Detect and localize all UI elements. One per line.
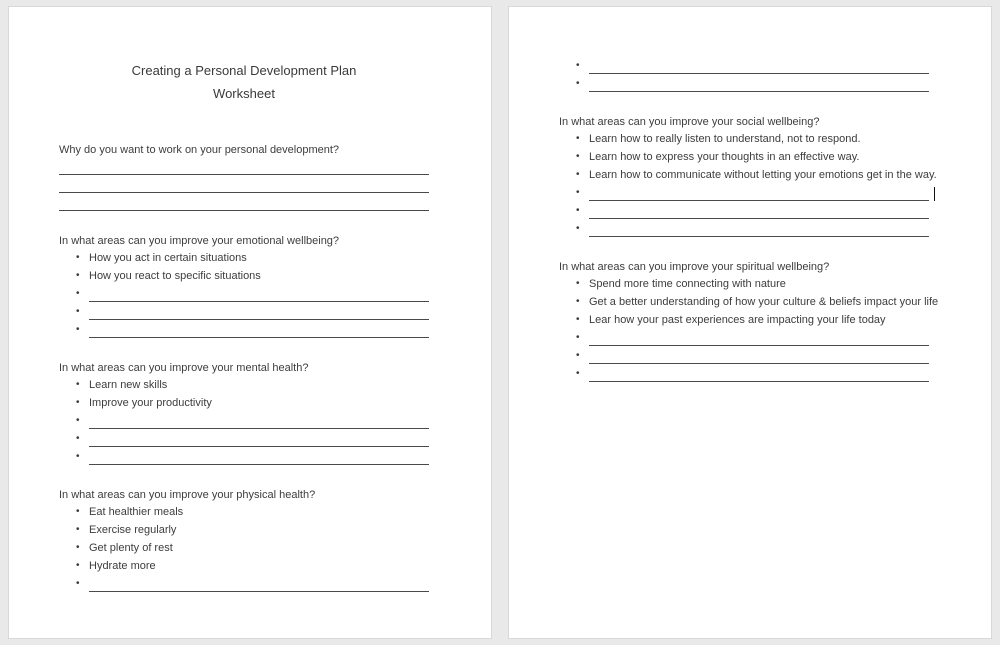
answer-line[interactable] xyxy=(59,194,429,212)
answer-rule xyxy=(59,174,429,175)
bullet-icon: • xyxy=(576,368,580,379)
bullet-item-text: Exercise regularly xyxy=(89,524,177,536)
bullet-blank-line[interactable] xyxy=(559,220,929,238)
page-1-content xyxy=(9,7,491,593)
bullet-item xyxy=(559,130,929,148)
answer-line[interactable] xyxy=(59,176,429,194)
bullet-item-text: How you react to specific situations xyxy=(89,270,261,282)
question-text: In what areas can you improve your emotional wellbeing? xyxy=(59,235,340,247)
bullet-item xyxy=(59,503,429,521)
question-text: In what areas can you improve your mental health? xyxy=(59,362,309,374)
answer-blank-rule xyxy=(589,73,929,74)
bullet-item-text: Lear how your past experiences are impacting your life today xyxy=(589,314,886,326)
bullet-icon: • xyxy=(76,578,80,589)
bullet-blank-line[interactable] xyxy=(59,448,429,466)
answer-blank-rule xyxy=(589,363,929,364)
bullet-item-text: Learn how to communicate without letting your emotions get in the way. xyxy=(589,169,937,181)
bullet-icon: • xyxy=(576,205,580,216)
bullet-icon: • xyxy=(576,133,580,144)
answer-blank-rule xyxy=(589,91,929,92)
bullet-blank-line[interactable] xyxy=(559,365,929,383)
document-title-line: Creating a Personal Development Plan xyxy=(131,63,357,78)
bullet-blank-line[interactable] xyxy=(559,202,929,220)
question-text: In what areas can you improve your spiritual wellbeing? xyxy=(559,261,830,273)
bullet-item xyxy=(559,148,929,166)
question-text: In what areas can you improve your physical health? xyxy=(59,489,316,501)
bullet-icon: • xyxy=(576,151,580,162)
bullet-item xyxy=(559,166,937,184)
bullet-icon: • xyxy=(576,314,580,325)
bullet-icon: • xyxy=(76,542,80,553)
bullet-item xyxy=(559,275,929,293)
bullet-item xyxy=(59,267,429,285)
answer-blank-rule xyxy=(589,381,929,382)
bullet-item xyxy=(559,311,929,329)
answer-blank-rule xyxy=(89,319,429,320)
bullet-item xyxy=(59,521,429,539)
bullet-blank-line[interactable] xyxy=(59,321,429,339)
bullet-item-text: Spend more time connecting with nature xyxy=(589,278,786,290)
answer-blank-rule xyxy=(89,464,429,465)
bullet-item xyxy=(59,539,429,557)
question-text: Why do you want to work on your personal development? xyxy=(59,144,340,156)
bullet-item-text: Learn how to express your thoughts in an effective way. xyxy=(589,151,860,163)
answer-rule xyxy=(59,210,429,211)
bullet-item xyxy=(59,376,429,394)
answer-blank-rule xyxy=(89,337,429,338)
bullet-item-text: Improve your productivity xyxy=(89,397,212,409)
answer-blank-rule xyxy=(589,200,929,201)
bullet-blank-line[interactable] xyxy=(59,430,429,448)
bullet-icon: • xyxy=(76,288,80,299)
bullet-icon: • xyxy=(576,78,580,89)
page-2[interactable] xyxy=(508,6,992,639)
bullet-icon: • xyxy=(76,415,80,426)
answer-blank-rule xyxy=(89,428,429,429)
bullet-icon: • xyxy=(576,278,580,289)
answer-blank-rule xyxy=(89,446,429,447)
bullet-item xyxy=(59,249,429,267)
question-text: In what areas can you improve your social wellbeing? xyxy=(559,116,820,128)
bullet-icon: • xyxy=(576,169,580,180)
bullet-blank-line[interactable] xyxy=(559,184,929,202)
bullet-item-text: Learn new skills xyxy=(89,379,168,391)
document-title xyxy=(59,59,429,105)
bullet-icon: • xyxy=(576,296,580,307)
bullet-item-text: How you act in certain situations xyxy=(89,252,247,264)
bullet-blank-line[interactable] xyxy=(59,412,429,430)
bullet-icon: • xyxy=(76,451,80,462)
answer-line[interactable] xyxy=(59,158,429,176)
bullet-item-text: Get a better understanding of how your culture & beliefs impact your life xyxy=(589,296,939,308)
bullet-blank-line[interactable] xyxy=(59,303,429,321)
answer-blank-rule xyxy=(589,218,929,219)
bullet-icon: • xyxy=(76,560,80,571)
bullet-icon: • xyxy=(76,252,80,263)
document-title-line: Worksheet xyxy=(213,86,275,101)
page-1[interactable] xyxy=(8,6,492,639)
bullet-blank-line[interactable] xyxy=(559,329,929,347)
bullet-blank-line[interactable] xyxy=(559,57,929,75)
bullet-icon: • xyxy=(576,223,580,234)
answer-rule xyxy=(59,192,429,193)
bullet-icon: • xyxy=(76,506,80,517)
answer-blank-rule xyxy=(89,301,429,302)
bullet-item xyxy=(59,557,429,575)
bullet-blank-line[interactable] xyxy=(59,575,429,593)
bullet-item-text: Eat healthier meals xyxy=(89,506,184,518)
answer-blank-rule xyxy=(89,591,429,592)
text-cursor xyxy=(934,187,936,201)
bullet-blank-line[interactable] xyxy=(559,347,929,365)
bullet-item xyxy=(559,293,939,311)
bullet-icon: • xyxy=(76,270,80,281)
answer-blank-rule xyxy=(589,236,929,237)
bullet-icon: • xyxy=(76,306,80,317)
answer-blank-rule xyxy=(589,345,929,346)
bullet-icon: • xyxy=(576,60,580,71)
page-2-content xyxy=(509,7,991,383)
bullet-item xyxy=(59,394,429,412)
bullet-item-text: Learn how to really listen to understand, not to respond. xyxy=(589,133,861,145)
bullet-icon: • xyxy=(76,324,80,335)
bullet-item-text: Hydrate more xyxy=(89,560,156,572)
bullet-icon: • xyxy=(76,379,80,390)
bullet-blank-line[interactable] xyxy=(559,75,929,93)
bullet-icon: • xyxy=(76,433,80,444)
bullet-icon: • xyxy=(76,397,80,408)
bullet-item-text: Get plenty of rest xyxy=(89,542,173,554)
bullet-icon: • xyxy=(576,350,580,361)
bullet-blank-line[interactable] xyxy=(59,285,429,303)
bullet-icon: • xyxy=(76,524,80,535)
bullet-icon: • xyxy=(576,187,580,198)
bullet-icon: • xyxy=(576,332,580,343)
